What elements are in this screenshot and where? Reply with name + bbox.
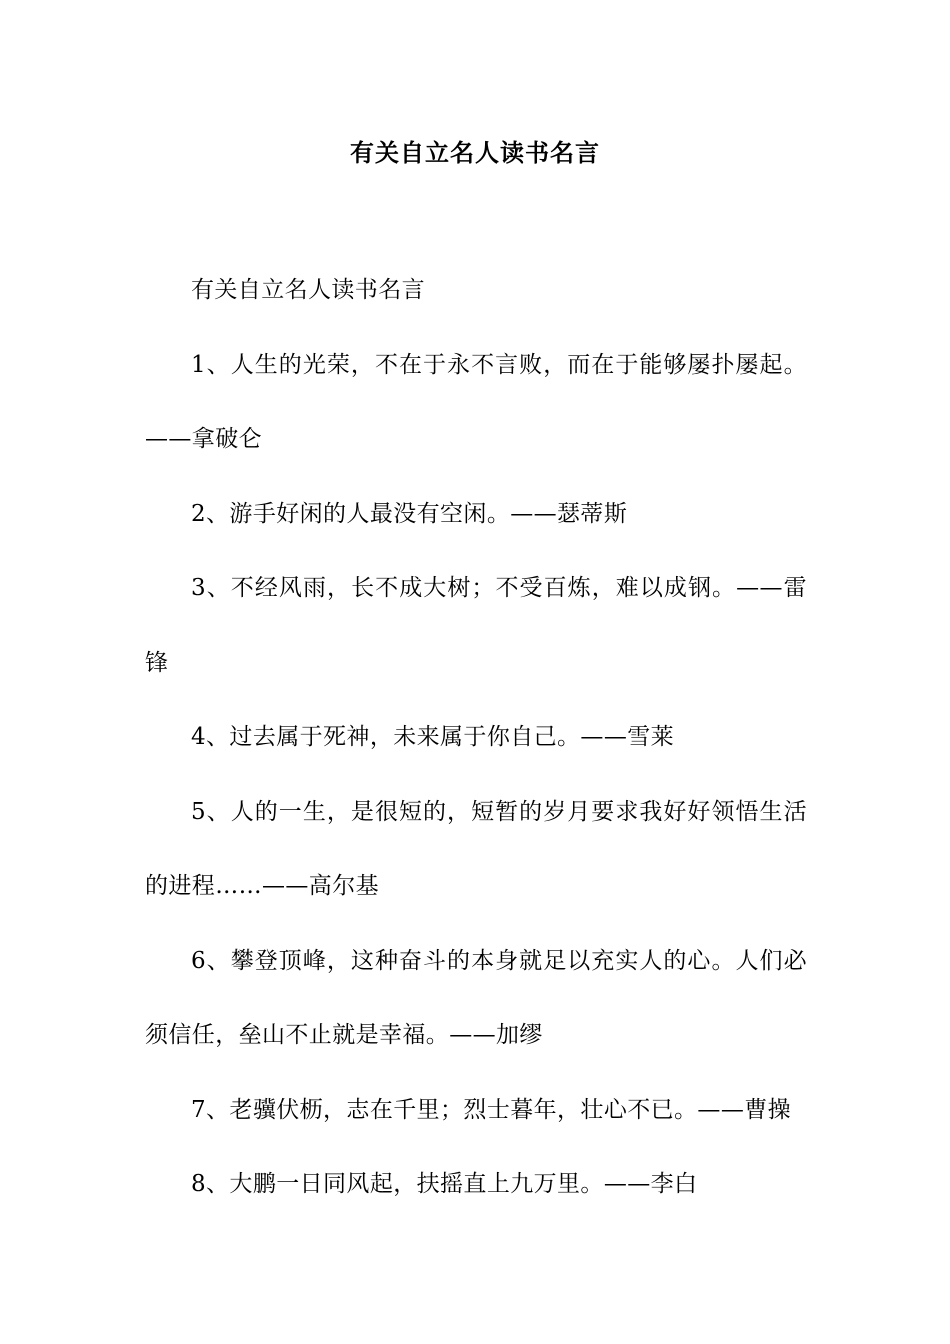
document-title: 有关自立名人读书名言 <box>350 138 600 167</box>
quote-paragraph-6: 6、攀登顶峰，这种奋斗的本身就足以充实人的心。人们必须信任，垒山不止就是幸福。——加缪 <box>145 947 807 1048</box>
quote-paragraph-4: 4、过去属于死神，未来属于你自己。——雪莱 <box>191 724 675 750</box>
quote-paragraph-8: 8、大鹏一日同风起，扶摇直上九万里。——李白 <box>191 1171 698 1197</box>
quote-paragraph-5: 5、人的一生，是很短的，短暂的岁月要求我好好领悟生活的进程……——高尔基 <box>145 798 807 899</box>
quote-paragraph-3: 3、不经风雨，长不成大树；不受百炼，难以成钢。——雷锋 <box>145 575 807 676</box>
subtitle-paragraph: 有关自立名人读书名言 <box>191 277 425 303</box>
document-body <box>145 253 807 1222</box>
quote-paragraph-1: 1、人生的光荣，不在于永不言败，而在于能够屡扑屡起。——拿破仑 <box>145 351 807 452</box>
quote-paragraph-2: 2、游手好闲的人最没有空闲。——瑟蒂斯 <box>191 500 628 527</box>
quote-paragraph-7: 7、老骥伏枥，志在千里；烈士暮年，壮心不已。——曹操 <box>191 1096 792 1123</box>
